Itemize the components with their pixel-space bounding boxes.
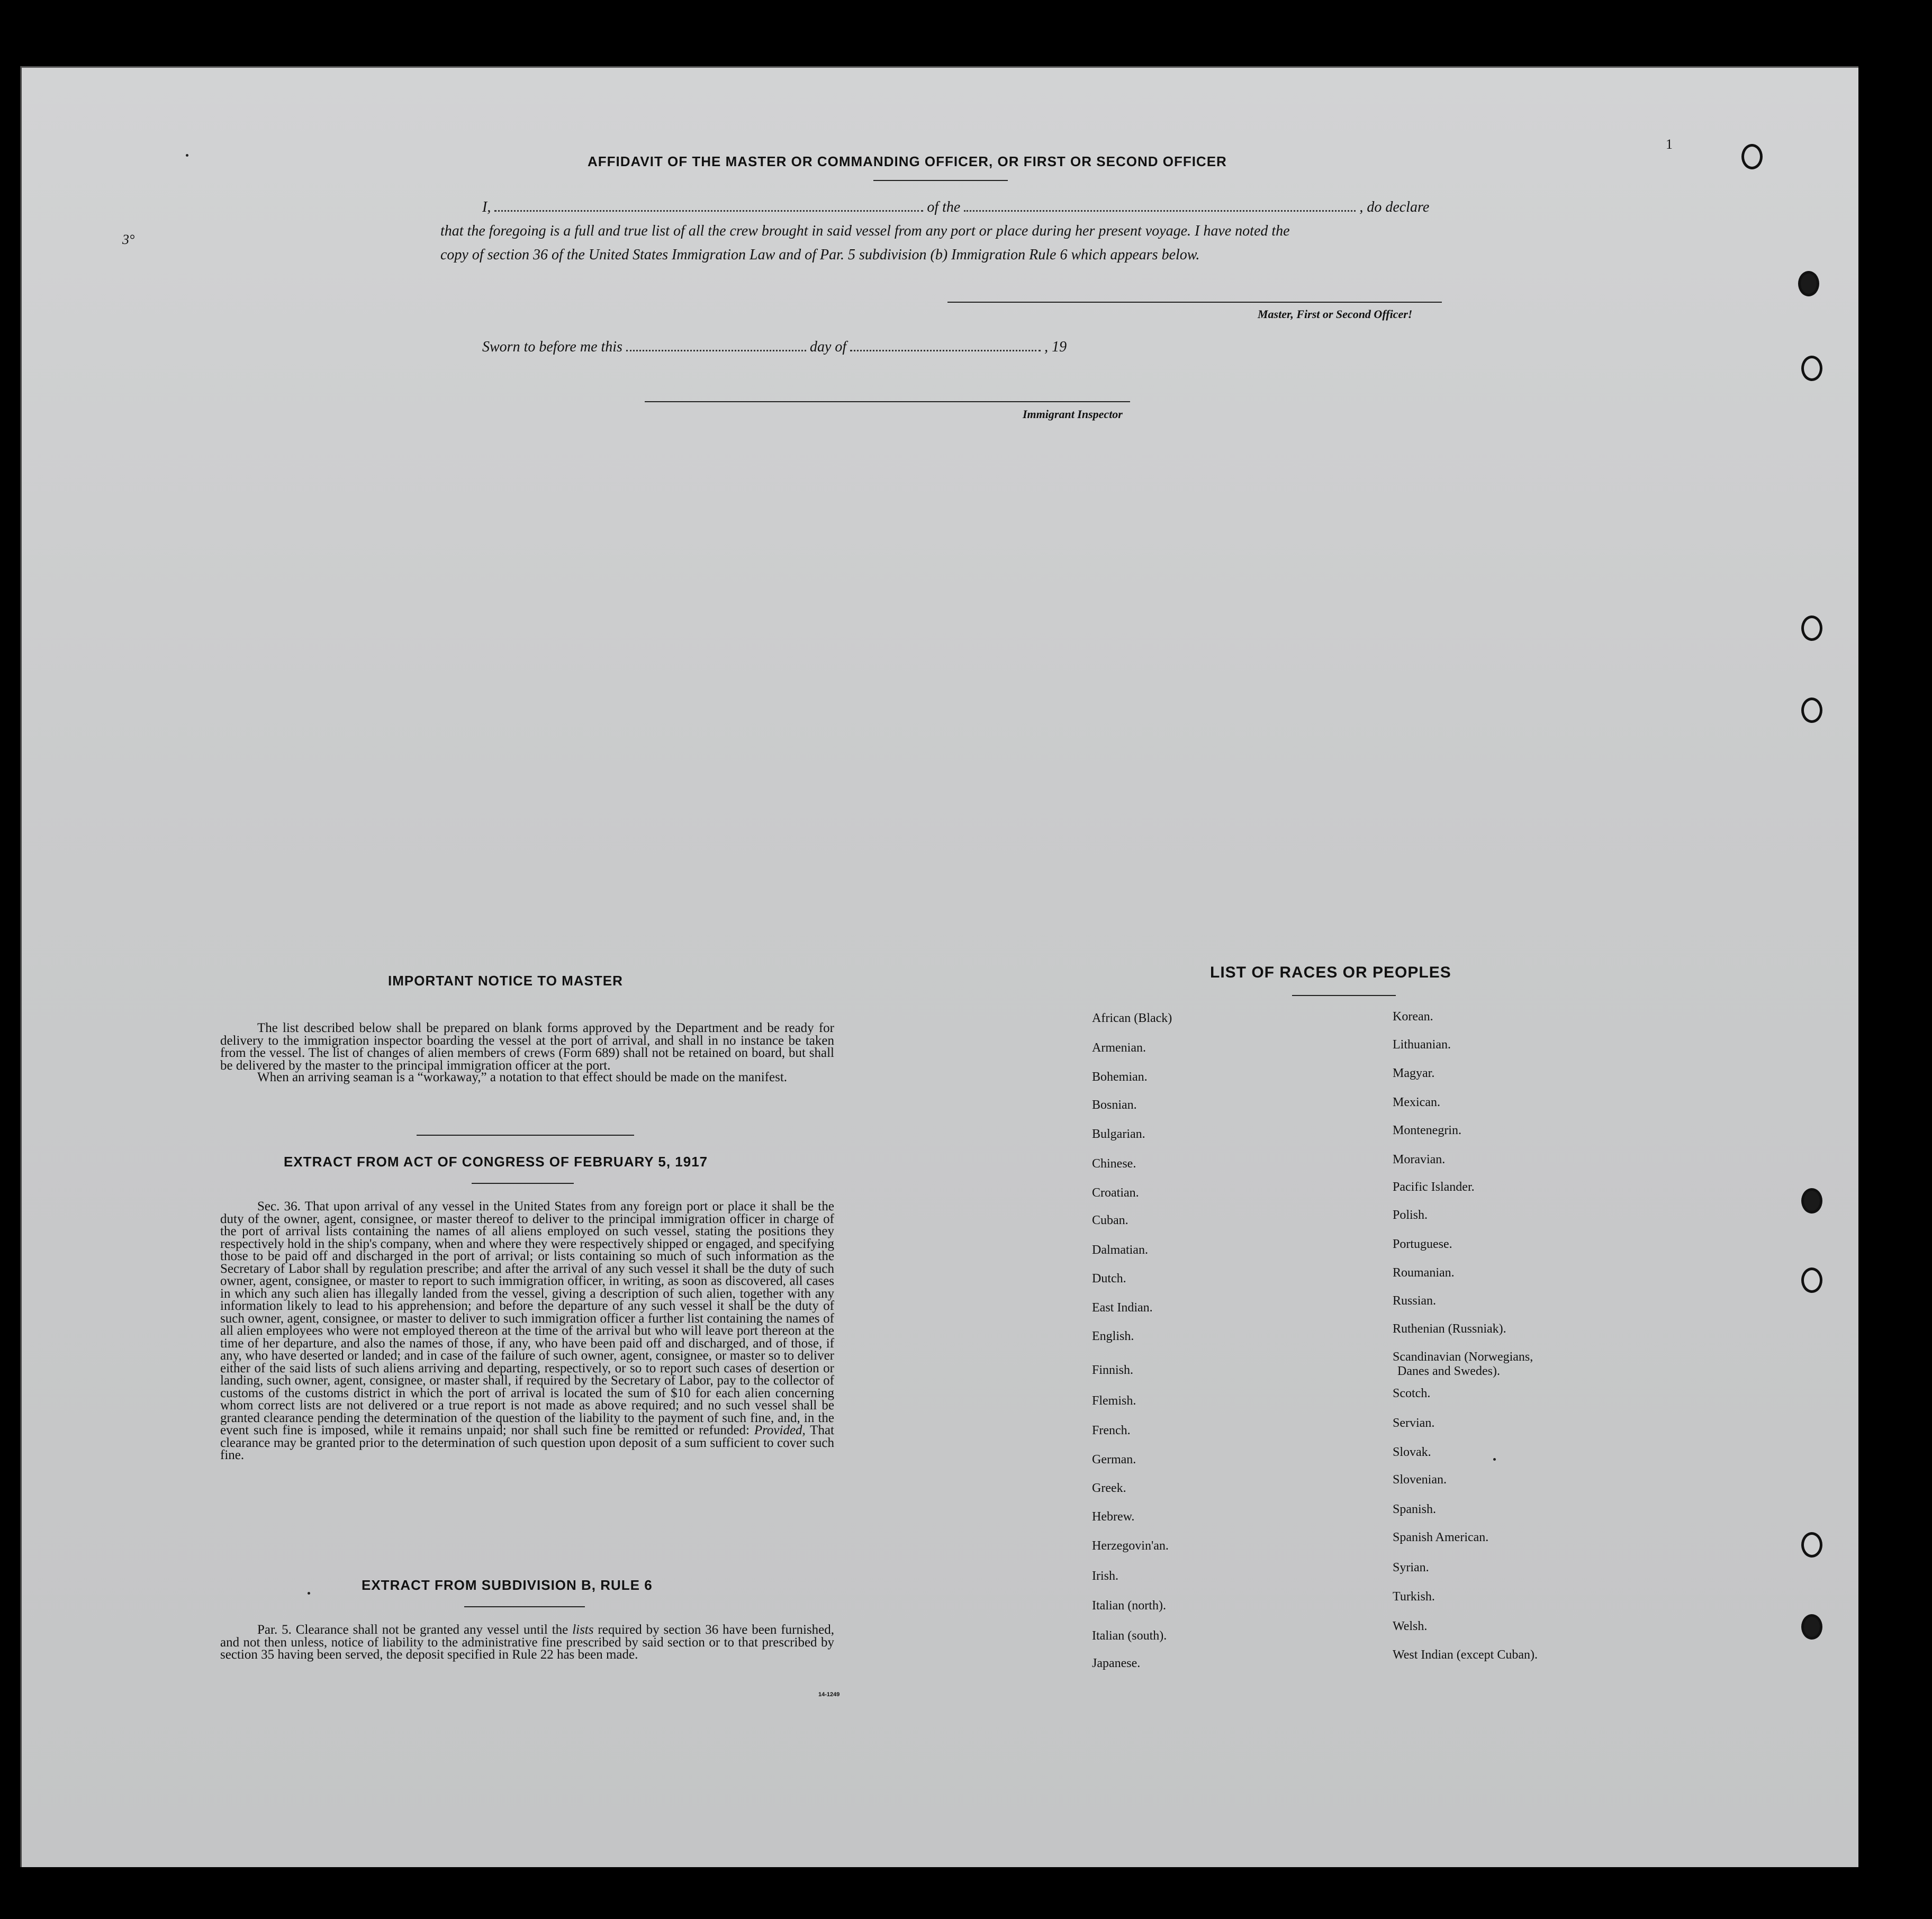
race-item: Italian (south). bbox=[1092, 1629, 1167, 1643]
race-item: Hebrew. bbox=[1092, 1510, 1135, 1524]
binder-hole-icon bbox=[1801, 615, 1822, 641]
speck bbox=[186, 154, 188, 157]
act-body bbox=[220, 1200, 834, 1462]
binder-hole-icon bbox=[1741, 144, 1763, 169]
race-item: Greek. bbox=[1092, 1481, 1126, 1495]
notice-divider bbox=[417, 1135, 634, 1136]
inspector-caption: Immigrant Inspector bbox=[1023, 408, 1123, 421]
race-item: Slovak. bbox=[1393, 1445, 1431, 1459]
act-provided: Provided, bbox=[754, 1423, 806, 1437]
of-the-label: of the bbox=[927, 199, 961, 215]
race-item: Mexican. bbox=[1393, 1096, 1440, 1109]
binder-hole-icon bbox=[1801, 1268, 1822, 1293]
race-item: Pacific Islander. bbox=[1393, 1180, 1475, 1194]
speck bbox=[308, 1592, 310, 1595]
sworn-label: Sworn to before me this bbox=[482, 339, 622, 355]
declarant-name-field[interactable] bbox=[494, 210, 923, 212]
race-item: English. bbox=[1092, 1329, 1134, 1343]
act-text-2: That clearance may be granted prior to the determination of such question upon deposit of a sum sufficient to cover such fine. bbox=[220, 1423, 834, 1462]
act-text-1: That upon arrival of any vessel in the United States from any foreign port or place it shall be the duty of the owner, agent, consignee, or master thereof to deliver to the principal immigration officer in charge of the port of arrival lists containing the names of all aliens employed on such vessel, stating the positions they respectively hold in the ship's company, when and where they were respectively shipped or engaged, and specifying those to be paid off and discharged in the port of arrival; or lists containing so much of such information as the Secretary of Labor shall by regulation prescribe; and after the arrival of any such vessel it shall be the duty of such owner, agent, consignee, or master to report to such immigration officer, in writing, as soon as discovered, all cases in which any such alien has illegally landed from the vessel, giving a description of such alien, together with any information likely to lead to his apprehension; and before the departure of any such vessel it shall be the duty of such owner, agent, consignee, or master to deliver to such immigration officer a further list containing the names of all alien employees who were not employed thereon at the time of the arrival but who will leave port thereon at the time of her departure, and also the names of those, if any, who have been paid off and discharged, and of those, if any, who have deserted or landed; and in case of the failure of such owner, agent, consignee, or master so to deliver either of the said lists of such aliens arriving and departing, respectively, or so to report such cases of desertion or landing, such owner, agent, consignee, or master shall, if required by the Secretary of Labor, pay to the collector of customs of the customs district in which the port of arrival is located the sum of $10 for each alien concerning whom correct lists are not delivered or a true report is not made as above required; and no such vessel shall be granted clearance pending the determination of the question of the liability to the payment of such fine, and, in the event such fine is imposed, while it remains unpaid; nor shall such fine be remitted or refunded: bbox=[220, 1199, 834, 1437]
race-item: Scotch. bbox=[1393, 1387, 1431, 1400]
act-title-rule bbox=[472, 1183, 574, 1184]
rule6-title: EXTRACT FROM SUBDIVISION B, RULE 6 bbox=[362, 1577, 653, 1593]
binder-hole-icon bbox=[1801, 1614, 1822, 1640]
affidavit-line-3: copy of section 36 of the United States Immigration Law and of Par. 5 subdivision (b) Immigration Rule 6 which appears below. bbox=[440, 247, 1200, 263]
binder-hole-icon bbox=[1801, 356, 1822, 381]
binder-hole-icon bbox=[1801, 1532, 1822, 1558]
race-item: Finnish. bbox=[1092, 1363, 1134, 1377]
race-item: German. bbox=[1092, 1453, 1136, 1467]
sworn-line bbox=[482, 339, 1067, 356]
do-declare-label: , do declare bbox=[1359, 199, 1430, 215]
race-item: Dutch. bbox=[1092, 1272, 1126, 1286]
act-section-label: Sec. 36. bbox=[257, 1199, 301, 1214]
i-label: I, bbox=[482, 199, 491, 215]
race-item: African (Black) bbox=[1092, 1011, 1172, 1025]
rule6-body bbox=[220, 1624, 834, 1661]
race-item: Korean. bbox=[1393, 1010, 1433, 1024]
race-item: Bosnian. bbox=[1092, 1098, 1137, 1112]
signature-line[interactable] bbox=[947, 302, 1442, 303]
race-item: Italian (north). bbox=[1092, 1599, 1166, 1613]
rule6-title-rule bbox=[464, 1606, 585, 1607]
signature-caption: Master, First or Second Officer! bbox=[1258, 307, 1413, 321]
race-item: Irish. bbox=[1092, 1569, 1118, 1583]
race-item: Dalmatian. bbox=[1092, 1243, 1148, 1257]
act-title: EXTRACT FROM ACT OF CONGRESS OF FEBRUARY 5, 1917 bbox=[284, 1154, 708, 1170]
sworn-month-field[interactable] bbox=[850, 350, 1041, 351]
affidavit-title: AFFIDAVIT OF THE MASTER OR COMMANDING OFFICER, OR FIRST OR SECOND OFFICER bbox=[588, 153, 1227, 169]
race-item: Servian. bbox=[1393, 1416, 1435, 1430]
notice-title: IMPORTANT NOTICE TO MASTER bbox=[388, 973, 623, 989]
race-item: West Indian (except Cuban). bbox=[1393, 1648, 1538, 1662]
sworn-day-field[interactable] bbox=[626, 350, 806, 351]
race-item: Spanish. bbox=[1393, 1502, 1437, 1516]
left-margin-note: 3° bbox=[122, 232, 135, 247]
binder-hole-icon bbox=[1801, 698, 1822, 723]
race-item: Herzegovin'an. bbox=[1092, 1539, 1169, 1553]
affidavit-line-2: that the foregoing is a full and true list of all the crew brought in said vessel from any port or place during her present voyage. I have noted the bbox=[440, 223, 1290, 239]
affidavit-line-1 bbox=[482, 199, 1467, 216]
race-item: Syrian. bbox=[1393, 1561, 1429, 1574]
inspector-signature-line[interactable] bbox=[645, 401, 1130, 402]
race-item: Bulgarian. bbox=[1092, 1127, 1145, 1141]
rule6-lists: lists bbox=[572, 1623, 594, 1637]
race-item: Slovenian. bbox=[1393, 1473, 1447, 1487]
rule6-text-1: Par. 5. Clearance shall not be granted any vessel until the bbox=[257, 1623, 568, 1637]
speck bbox=[1493, 1458, 1496, 1461]
year-label: , 19 bbox=[1044, 339, 1067, 355]
race-item: French. bbox=[1092, 1424, 1131, 1437]
race-item: Russian. bbox=[1393, 1294, 1437, 1308]
race-item: Ruthenian (Russniak). bbox=[1393, 1322, 1506, 1336]
race-item: Magyar. bbox=[1393, 1066, 1435, 1080]
race-item: Chinese. bbox=[1092, 1157, 1136, 1171]
notice-para-1: The list described below shall be prepared on blank forms approved by the Department and be ready for delivery to the immigration inspector boarding the vessel at the port of arrival, and shall in no instance be taken from the vessel. The list of changes of alien members of crews (Form 689) shall not be retained on board, but shall be delivered by the master to the principal immigration officer at the port. bbox=[220, 1021, 834, 1073]
race-item: Armenian. bbox=[1092, 1041, 1146, 1055]
race-scandinavian-continuation: Danes and Swedes). bbox=[1397, 1364, 1500, 1378]
race-item: Japanese. bbox=[1092, 1657, 1141, 1670]
binder-hole-icon bbox=[1798, 271, 1819, 296]
races-title-rule bbox=[1292, 995, 1396, 996]
race-item: Spanish American. bbox=[1393, 1531, 1489, 1544]
race-item: Bohemian. bbox=[1092, 1070, 1148, 1084]
rule6-text-2: required by section 36 have been furnished, and not then unless, notice of liability to the administrative fine prescribed by said section or to that prescribed by section 35 having been served, the deposit specified in Rule 22 has been made. bbox=[220, 1623, 835, 1662]
binder-hole-icon bbox=[1801, 1188, 1822, 1214]
vessel-name-field[interactable] bbox=[964, 210, 1356, 212]
races-title: LIST OF RACES OR PEOPLES bbox=[1210, 964, 1451, 981]
race-item: Roumanian. bbox=[1393, 1266, 1455, 1280]
race-item: East Indian. bbox=[1092, 1301, 1153, 1315]
affidavit-title-rule bbox=[873, 180, 1008, 181]
document-page bbox=[20, 66, 1858, 1867]
race-item: Polish. bbox=[1393, 1208, 1428, 1222]
race-item: Croatian. bbox=[1092, 1186, 1139, 1200]
race-item: Cuban. bbox=[1092, 1214, 1128, 1227]
race-item: Lithuanian. bbox=[1393, 1038, 1451, 1052]
race-item: Scandinavian (Norwegians, bbox=[1393, 1350, 1533, 1364]
notice-para-2: When an arriving seaman is a “workaway,” a notation to that effect should be made on the manifest. bbox=[257, 1070, 788, 1084]
race-item: Welsh. bbox=[1393, 1619, 1428, 1633]
race-item: Moravian. bbox=[1393, 1153, 1446, 1166]
race-item: Flemish. bbox=[1092, 1394, 1136, 1408]
race-item: Turkish. bbox=[1393, 1590, 1435, 1604]
top-right-numeral: 1 bbox=[1666, 137, 1673, 152]
day-of-label: day of bbox=[809, 339, 847, 355]
form-number: 14-1249 bbox=[818, 1691, 840, 1698]
race-item: Montenegrin. bbox=[1393, 1124, 1461, 1137]
race-item: Portuguese. bbox=[1393, 1237, 1452, 1251]
